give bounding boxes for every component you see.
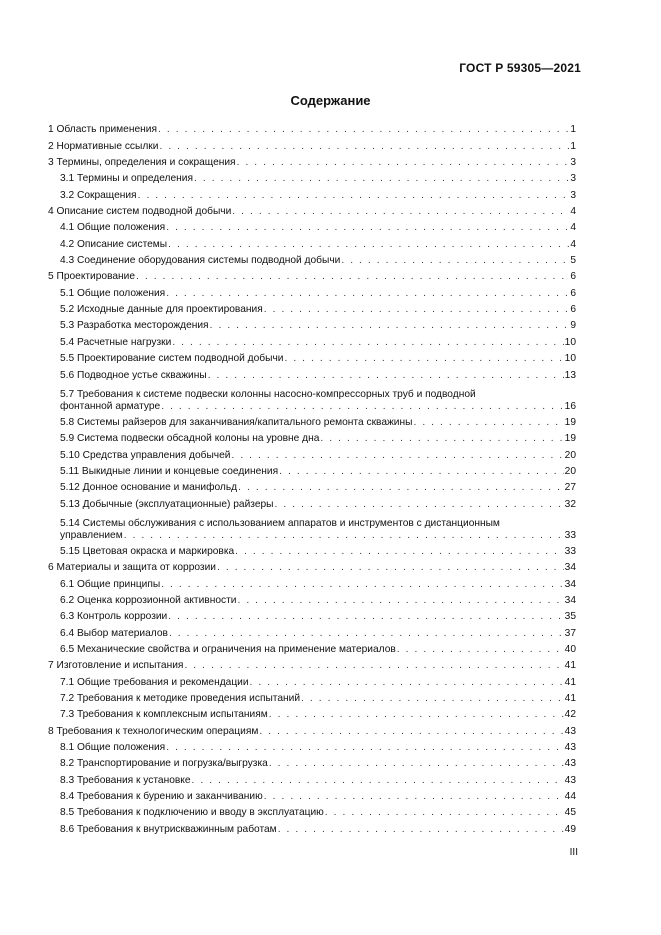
dot-leader bbox=[278, 824, 564, 836]
dot-leader bbox=[184, 660, 563, 672]
toc-entry-text: 5.1 Общие положения bbox=[60, 287, 166, 299]
toc-entry[interactable] bbox=[48, 218, 576, 234]
toc-entry-page: 43 bbox=[564, 725, 576, 737]
dot-leader bbox=[161, 579, 563, 591]
dot-leader bbox=[301, 693, 564, 705]
toc-entry-text: 8.2 Транспортирование и погрузка/выгрузка bbox=[60, 758, 268, 770]
toc-entry[interactable] bbox=[48, 542, 576, 558]
toc-entry-text: 5.4 Расчетные нагрузки bbox=[60, 336, 172, 348]
toc-entry[interactable] bbox=[48, 136, 576, 152]
toc-entry-text: 5.11 Выкидные линии и концевые соединения bbox=[60, 465, 279, 477]
toc-entry-page: 45 bbox=[564, 807, 576, 819]
toc-entry[interactable] bbox=[48, 511, 576, 542]
toc-entry-text: 7 Изготовление и испытания bbox=[48, 660, 184, 672]
toc-entry-page: 9 bbox=[570, 320, 576, 332]
dot-leader bbox=[194, 173, 569, 185]
toc-entry[interactable] bbox=[48, 787, 576, 803]
toc-entry[interactable] bbox=[48, 316, 576, 332]
toc-entry[interactable] bbox=[48, 185, 576, 201]
toc-entry-text: 8 Требования к технологическим операциям bbox=[48, 725, 259, 737]
toc-entry-page: 10 bbox=[564, 336, 576, 348]
toc-entry-page: 19 bbox=[564, 433, 576, 445]
toc-entry-page: 4 bbox=[570, 206, 576, 218]
toc-entry[interactable] bbox=[48, 153, 576, 169]
toc-entry[interactable] bbox=[48, 558, 576, 574]
dot-leader bbox=[172, 337, 563, 349]
toc-entry-text: 6.4 Выбор материалов bbox=[60, 627, 168, 639]
toc-entry-text: 7.1 Общие требования и рекомендации bbox=[60, 676, 249, 688]
toc-entry[interactable] bbox=[48, 445, 576, 461]
toc-entry-text: 5 Проектирование bbox=[48, 271, 136, 283]
toc-entry-page: 42 bbox=[564, 709, 576, 721]
dot-leader bbox=[259, 726, 563, 738]
toc-entry[interactable] bbox=[48, 689, 576, 705]
toc-entry-text: 2 Нормативные ссылки bbox=[48, 140, 159, 152]
toc-entry-text: 4 Описание систем подводной добычи bbox=[48, 206, 232, 218]
toc-entry-text: 5.13 Добычные (эксплуатационные) райзеры bbox=[60, 498, 274, 510]
toc-entry[interactable] bbox=[48, 120, 576, 136]
toc-entry-text: 6.5 Механические свойства и ограничения на применение материалов bbox=[60, 643, 396, 655]
toc-entry-text: 5.10 Средства управления добычей bbox=[60, 449, 231, 461]
toc-entry-text: 8.3 Требования к установке bbox=[60, 774, 191, 786]
toc-entry-page: 37 bbox=[564, 627, 576, 639]
toc-entry-page: 41 bbox=[564, 676, 576, 688]
toc-entry[interactable] bbox=[48, 462, 576, 478]
toc-entry-page: 44 bbox=[564, 791, 576, 803]
toc-entry-page: 4 bbox=[570, 222, 576, 234]
toc-entry-text: 5.8 Системы райзеров для заканчивания/капитального ремонта скважины bbox=[60, 416, 413, 428]
dot-leader bbox=[138, 190, 570, 202]
toc-entry-text-continued: управлением bbox=[60, 529, 123, 541]
dot-leader bbox=[192, 775, 564, 787]
toc-entry[interactable] bbox=[48, 365, 576, 381]
toc-entry-text: 8.1 Общие положения bbox=[60, 742, 166, 754]
dot-leader bbox=[275, 499, 564, 511]
toc-entry[interactable] bbox=[48, 494, 576, 510]
toc-entry[interactable] bbox=[48, 738, 576, 754]
dot-leader bbox=[231, 450, 563, 462]
toc-entry[interactable] bbox=[48, 754, 576, 770]
toc-entry-text: 3.1 Термины и определения bbox=[60, 173, 193, 185]
dot-leader bbox=[235, 546, 563, 558]
dot-leader bbox=[124, 530, 564, 542]
toc-entry[interactable] bbox=[48, 770, 576, 786]
dot-leader bbox=[264, 791, 564, 803]
toc-entry-page: 19 bbox=[564, 416, 576, 428]
toc-entry-text: 7.3 Требования к комплексным испытаниям bbox=[60, 709, 268, 721]
toc-entry-text: 5.5 Проектирование систем подводной добычи bbox=[60, 353, 284, 365]
toc-entry-page: 27 bbox=[564, 482, 576, 494]
dot-leader bbox=[279, 466, 564, 478]
toc-entry[interactable] bbox=[48, 607, 576, 623]
toc-entry-text: 4.2 Описание системы bbox=[60, 238, 168, 250]
dot-leader bbox=[413, 417, 563, 429]
toc-entry-text: 8.5 Требования к подключению и вводу в эксплуатацию bbox=[60, 807, 324, 819]
toc-entry-text: 4.3 Соединение оборудования системы подводной добычи bbox=[60, 255, 341, 267]
toc-entry[interactable] bbox=[48, 656, 576, 672]
toc-entry[interactable] bbox=[48, 574, 576, 590]
toc-entry[interactable] bbox=[48, 267, 576, 283]
toc-entry-text: 5.6 Подводное устье скважины bbox=[60, 369, 207, 381]
toc-entry-page: 34 bbox=[564, 594, 576, 606]
toc-entry-text: 5.3 Разработка месторождения bbox=[60, 320, 209, 332]
table-of-contents bbox=[48, 120, 576, 836]
dot-leader bbox=[166, 222, 569, 234]
toc-entry[interactable] bbox=[48, 300, 576, 316]
dot-leader bbox=[325, 807, 564, 819]
toc-entry[interactable] bbox=[48, 591, 576, 607]
toc-entry[interactable] bbox=[48, 672, 576, 688]
toc-entry-page: 6 bbox=[570, 304, 576, 316]
page-number: III bbox=[569, 847, 578, 858]
toc-entry-page: 20 bbox=[564, 465, 576, 477]
toc-entry[interactable] bbox=[48, 283, 576, 299]
toc-entry-text: 1 Область применения bbox=[48, 124, 157, 136]
toc-entry-page: 43 bbox=[564, 774, 576, 786]
toc-entry-text: 6.1 Общие принципы bbox=[60, 578, 161, 590]
dot-leader bbox=[161, 401, 563, 413]
toc-entry-text-continued: фонтанной арматуре bbox=[60, 400, 161, 412]
toc-entry-page: 35 bbox=[564, 611, 576, 623]
toc-entry-text: 7.2 Требования к методике проведения испытаний bbox=[60, 693, 301, 704]
dot-leader bbox=[169, 628, 564, 640]
dot-leader bbox=[232, 206, 569, 218]
toc-entry-page: 40 bbox=[564, 643, 576, 655]
toc-entry-page: 41 bbox=[564, 693, 576, 704]
toc-entry-page: 34 bbox=[564, 562, 576, 574]
toc-entry-page: 43 bbox=[564, 758, 576, 770]
toc-entry[interactable] bbox=[48, 169, 576, 185]
toc-entry[interactable] bbox=[48, 623, 576, 639]
dot-leader bbox=[136, 271, 569, 283]
toc-entry-page: 3 bbox=[570, 157, 576, 169]
toc-entry-text: 5.9 Система подвески обсадной колоны на уровне дна bbox=[60, 433, 320, 445]
toc-entry-page: 33 bbox=[564, 529, 576, 541]
toc-entry-text: 5.12 Донное основание и манифольд bbox=[60, 482, 238, 494]
toc-entry-text: 5.14 Системы обслуживания с использованием аппаратов и инструментов с дистанционным bbox=[60, 517, 500, 529]
toc-entry[interactable] bbox=[48, 721, 576, 737]
toc-title: Содержание bbox=[290, 93, 371, 108]
toc-entry-text: 8.4 Требования к бурению и заканчиванию bbox=[60, 791, 263, 803]
toc-entry-page: 3 bbox=[570, 189, 576, 201]
toc-entry-page: 4 bbox=[570, 238, 576, 250]
toc-entry-page: 5 bbox=[570, 255, 576, 267]
dot-leader bbox=[217, 562, 564, 574]
toc-entry-page: 20 bbox=[564, 449, 576, 461]
dot-leader bbox=[237, 595, 563, 607]
toc-entry-page: 33 bbox=[564, 545, 576, 557]
dot-leader bbox=[250, 677, 564, 689]
toc-entry-text: 3.2 Сокращения bbox=[60, 189, 137, 201]
dot-leader bbox=[238, 482, 564, 494]
toc-entry[interactable] bbox=[48, 234, 576, 250]
toc-entry-text: 8.6 Требования к внутрискважинным работам bbox=[60, 823, 277, 835]
toc-entry-text: 6.3 Контроль коррозии bbox=[60, 611, 168, 623]
toc-entry-text: 5.2 Исходные данные для проектирования bbox=[60, 304, 263, 316]
toc-entry-page: 49 bbox=[564, 823, 576, 835]
toc-entry-page: 6 bbox=[570, 287, 576, 299]
toc-entry[interactable] bbox=[48, 819, 576, 835]
dot-leader bbox=[168, 611, 563, 623]
toc-entry[interactable] bbox=[48, 705, 576, 721]
document-code: ГОСТ Р 59305—2021 bbox=[459, 61, 581, 75]
dot-leader bbox=[208, 370, 564, 382]
dot-leader bbox=[320, 433, 563, 445]
toc-entry-text: 6 Материалы и защита от коррозии bbox=[48, 562, 216, 574]
toc-entry[interactable] bbox=[48, 382, 576, 413]
dot-leader bbox=[166, 742, 563, 754]
toc-entry[interactable] bbox=[48, 413, 576, 429]
dot-leader bbox=[210, 320, 570, 332]
dot-leader bbox=[158, 124, 569, 136]
toc-entry[interactable] bbox=[48, 251, 576, 267]
dot-leader bbox=[168, 239, 569, 251]
toc-entry-page: 6 bbox=[570, 271, 576, 283]
toc-entry[interactable] bbox=[48, 803, 576, 819]
toc-entry-page: 34 bbox=[564, 578, 576, 590]
dot-leader bbox=[269, 758, 564, 770]
toc-entry-text: 3 Термины, определения и сокращения bbox=[48, 157, 236, 169]
toc-entry-text: 5.15 Цветовая окраска и маркировка bbox=[60, 545, 235, 557]
dot-leader bbox=[166, 288, 569, 300]
toc-entry[interactable] bbox=[48, 332, 576, 348]
toc-entry[interactable] bbox=[48, 202, 576, 218]
toc-entry-page: 13 bbox=[564, 369, 576, 381]
toc-entry-text: 5.7 Требования к системе подвески колонны насосно-компрессорных труб и подводной bbox=[60, 388, 476, 400]
toc-entry-page: 16 bbox=[564, 400, 576, 412]
toc-entry-page: 41 bbox=[564, 660, 576, 672]
toc-entry-page: 43 bbox=[564, 742, 576, 754]
toc-entry[interactable] bbox=[48, 429, 576, 445]
dot-leader bbox=[269, 709, 564, 721]
toc-entry-page: 10 bbox=[564, 353, 576, 365]
dot-leader bbox=[264, 304, 570, 316]
dot-leader bbox=[284, 353, 563, 365]
toc-entry-page: 3 bbox=[570, 173, 576, 185]
toc-entry-text: 4.1 Общие положения bbox=[60, 222, 166, 234]
dot-leader bbox=[237, 157, 570, 169]
dot-leader bbox=[341, 255, 569, 267]
toc-entry-page: 1 bbox=[570, 124, 576, 136]
toc-entry-text: 6.2 Оценка коррозионной активности bbox=[60, 594, 237, 606]
toc-entry-page: 32 bbox=[564, 498, 576, 510]
toc-entry[interactable] bbox=[48, 478, 576, 494]
dot-leader bbox=[159, 141, 569, 153]
toc-entry[interactable] bbox=[48, 349, 576, 365]
toc-entry[interactable] bbox=[48, 640, 576, 656]
dot-leader bbox=[397, 644, 564, 656]
toc-entry-page: 1 bbox=[570, 140, 576, 152]
